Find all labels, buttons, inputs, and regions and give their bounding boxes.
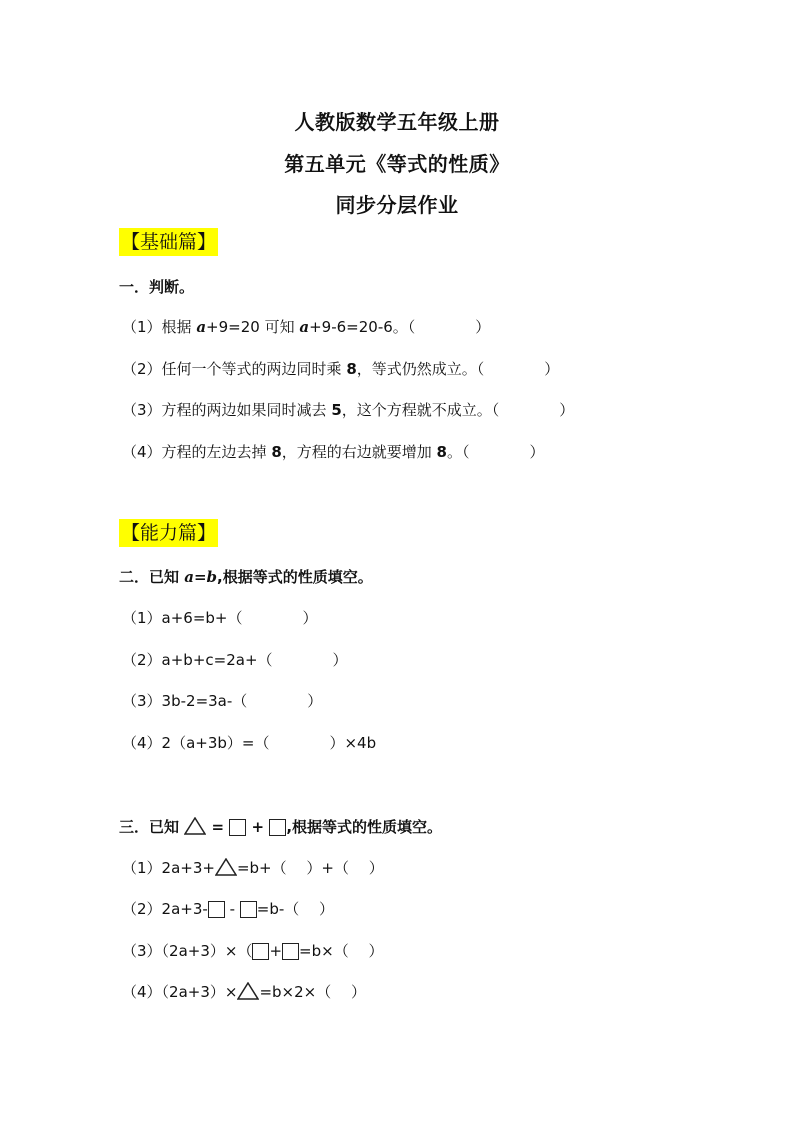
square-icon: [282, 943, 299, 960]
q2-item-4: （4）2（a+3b）=（ ）×4b: [122, 734, 377, 752]
q2-item-3: （3）3b-2=3a-（ ）: [122, 692, 323, 710]
unit-title: 第五单元《等式的性质》: [284, 152, 510, 176]
square-icon: [252, 943, 269, 960]
square-icon: [269, 819, 286, 836]
worksheet-subtitle: 同步分层作业: [335, 193, 459, 217]
triangle-icon: [215, 858, 237, 876]
q2-item-2: （2）a+b+c=2a+（ ）: [122, 651, 348, 669]
square-icon: [208, 901, 225, 918]
question-2-heading: 二．已知 a=b,根据等式的性质填空。: [119, 568, 373, 586]
q1-item-1: （1）根据 a+9=20 可知 a+9-6=20-6。（ ）: [122, 318, 491, 336]
square-icon: [229, 819, 246, 836]
section-basic-label: 【基础篇】: [119, 228, 218, 256]
section-ability-label: 【能力篇】: [119, 519, 218, 547]
worksheet-title: 人教版数学五年级上册: [294, 110, 500, 134]
q3-item-3: （3）（2a+3）×（ + =b×（ ）: [122, 942, 384, 960]
triangle-icon: [237, 982, 259, 1000]
q1-item-4: （4）方程的左边去掉 8，方程的右边就要增加 8。（ ）: [122, 443, 545, 461]
q2-item-1: （1）a+6=b+（ ）: [122, 609, 318, 627]
square-icon: [240, 901, 257, 918]
q3-item-2: （2）2a+3- - =b-（ ）: [122, 900, 335, 918]
q3-item-4: （4）（2a+3）× =b×2×（ ）: [122, 983, 367, 1001]
question-3-heading: 三．已知 = + ,根据等式的性质填空。: [119, 818, 443, 836]
q3-item-1: （1）2a+3+ =b+（ ）+（ ）: [122, 859, 384, 877]
triangle-icon: [184, 817, 206, 835]
q1-item-3: （3）方程的两边如果同时减去 5，这个方程就不成立。（ ）: [122, 401, 575, 419]
q1-item-2: （2）任何一个等式的两边同时乘 8，等式仍然成立。（ ）: [122, 360, 560, 378]
question-1-heading: 一．判断。: [119, 278, 195, 296]
